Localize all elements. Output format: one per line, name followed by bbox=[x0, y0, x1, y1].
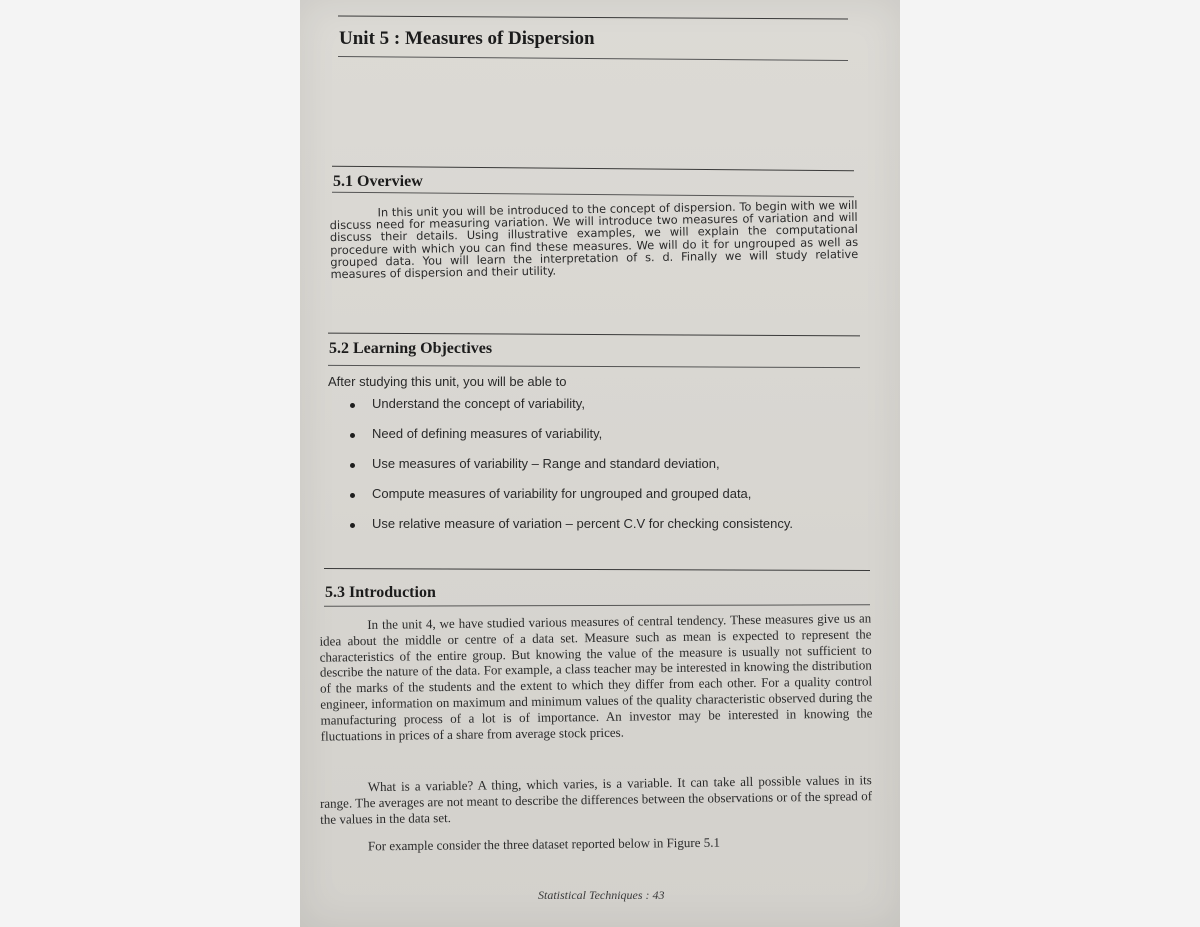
overview-heading: 5.1 Overview bbox=[333, 173, 423, 190]
objective-item bbox=[340, 516, 793, 546]
objective-item bbox=[340, 426, 793, 456]
objective-text: Need of defining measures of variability, bbox=[372, 426, 603, 441]
introduction-top-rule bbox=[324, 568, 870, 571]
introduction-heading: 5.3 Introduction bbox=[325, 584, 436, 601]
objective-text: Use measures of variability – Range and standard deviation, bbox=[372, 456, 720, 471]
objective-text: Compute measures of variability for ungrouped and grouped data, bbox=[372, 486, 752, 501]
objective-text: Use relative measure of variation – percent C.V for checking consistency. bbox=[372, 516, 794, 531]
objectives-bottom-rule bbox=[328, 365, 860, 368]
objective-item bbox=[340, 456, 793, 486]
objectives-lead: After studying this unit, you will be able to bbox=[328, 374, 567, 389]
overview-top-rule bbox=[332, 166, 854, 172]
page-footer: Statistical Techniques : 43 bbox=[538, 888, 665, 902]
unit-title-top-rule bbox=[338, 15, 848, 19]
bullet-icon bbox=[350, 433, 355, 438]
introduction-paragraph-1: In the unit 4, we have studied various measures of central tendency. These measures give us an idea about the middle or centre of a data set. Measure such as mean is expected to represent the characteristics of the entire group. But knowing the value of the measure is usually not sufficient to describe the nature of the data. For example, a class teacher may be interested in knowing the distribution of the marks of the students and the extent to which they differ from each other. For a quality control engineer, information on maximum and minimum values of the quality characteristic observed during the manufacturing process of a lot is of importance. An investor may be interested in knowing the fluctuations in prices of a share from average stock prices. bbox=[319, 610, 873, 744]
unit-title: Unit 5 : Measures of Dispersion bbox=[339, 28, 595, 49]
overview-bottom-rule bbox=[332, 192, 854, 198]
objectives-top-rule bbox=[328, 333, 860, 337]
bullet-icon bbox=[350, 403, 355, 408]
introduction-paragraph-3: For example consider the three dataset reported below in Figure 5.1 bbox=[367, 834, 721, 854]
objectives-list bbox=[340, 396, 793, 546]
introduction-paragraph-2: What is a variable? A thing, which varies, is a variable. It can take all possible values in its range. The averages are not meant to describe the differences between the observations or of the spread of the values in the data set. bbox=[319, 772, 873, 827]
bullet-icon bbox=[350, 493, 355, 498]
overview-paragraph: In this unit you will be introduced to the concept of dispersion. To begin with we will discuss need for measuring variation. We will introduce two measures of variation and will discuss their details. Using illustrative examples, we will explain the computational procedure with which you can find these measures. We will do it for ungrouped as well as grouped data. You will learn the interpretation of s. d. Finally we will study relative measures of dispersion and their utility. bbox=[329, 197, 859, 282]
unit-title-bottom-rule bbox=[338, 56, 848, 61]
introduction-bottom-rule bbox=[324, 604, 870, 606]
objective-item bbox=[340, 486, 793, 516]
objective-item bbox=[340, 396, 793, 426]
book-page bbox=[300, 0, 900, 927]
bullet-icon bbox=[350, 463, 355, 468]
bullet-icon bbox=[350, 523, 355, 528]
objective-text: Understand the concept of variability, bbox=[372, 396, 585, 411]
objectives-heading: 5.2 Learning Objectives bbox=[329, 340, 493, 357]
